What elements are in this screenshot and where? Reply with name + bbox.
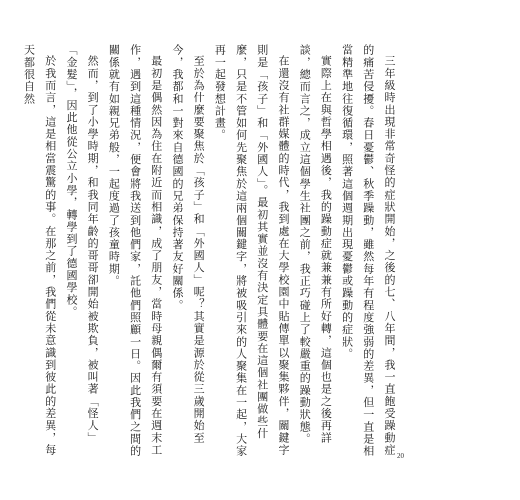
paragraph-7: 於我而言，這是相當震驚的事。在那之前，我們從未意識到彼此的差異，每天都很自然: [22, 44, 57, 456]
paragraph-6: 然而，到了小學時期，和我同年齡的哥哥卻開始被欺負，被叫著「怪人」「金髮」，因此他從公立小學，轉學到了德國學校。: [64, 44, 100, 444]
paragraph-2: 實際上在與哲學相遇後，我的躁動症就兼兼有所好轉，這個也是之後再詳談，總而言之，成立這個學生社團之前，我正巧碰上了較嚴重的躁動狀態。: [298, 44, 333, 445]
vertical-text-body: [18, 44, 400, 460]
paragraph-5: 最初是偶然因為住在附近而相識，成了朋友，當時母親偶爾有須要在週末工作，遇到這種情況，便會將我送到他們家，託他們照顧一日。因此我們之間的關係就有如親兄弟般，一起度過了孩童時期。: [107, 44, 163, 458]
paragraph-3: 在還沒有社群媒體的時代，我到處在大學校園中貼傳單以聚集夥伴，關鍵字則是「孩子」和「外國人」。最初其實並沒有決定具體要在這個社團做些什麼，只是不管如何先聚焦於這兩個關鍵字，將被吸引來的人聚集在一起，大家再一起發想計畫。: [213, 44, 290, 458]
page-number: 20: [397, 452, 404, 460]
paragraph-4: 至於為什麼要聚焦於「孩子」和「外國人」呢？其實是源於從三歲開始至今，我都和一對來自德國的兄弟保持著友好關係。: [170, 44, 206, 444]
paragraph-1: 三年級時出現非常奇怪的症狀開始，之後的七、八年間，我一直飽受躁動症的痛苦侵擾。春日憂鬱、秋季躁動，雖然每年有程度強弱的差異，但一直是相當精準地往復循環，照著這個週期出現憂鬱或躁動的症狀。: [340, 44, 396, 458]
